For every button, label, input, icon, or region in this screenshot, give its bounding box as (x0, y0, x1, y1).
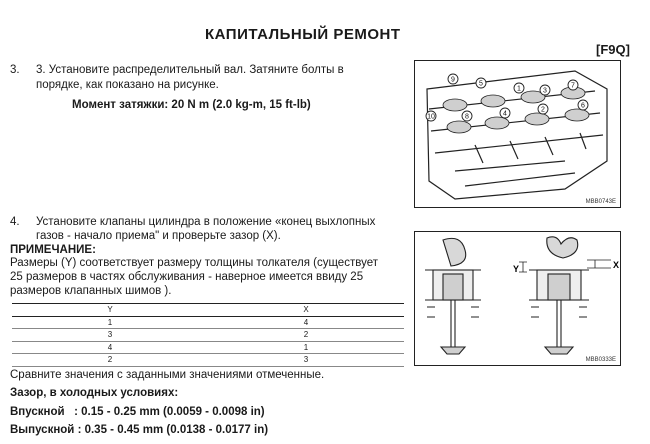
table-cell: 1 (303, 342, 309, 352)
bolt-number: 5 (479, 80, 483, 88)
table-row (12, 316, 404, 329)
bolt-number: 1 (517, 85, 521, 93)
dimension-x-label: X (613, 260, 620, 270)
clearance-heading: Зазор, в холодных условиях: (10, 387, 179, 399)
table-row (12, 329, 404, 342)
bolt-number: 3 (543, 87, 547, 95)
page-title: КАПИТАЛЬНЫЙ РЕМОНТ (205, 26, 401, 43)
table-cell: 2 (303, 330, 309, 340)
table-cell: 4 (303, 317, 309, 327)
torque-spec: Момент затяжки: 20 N m (2.0 kg-m, 15 ft-lb) (72, 99, 311, 111)
note-line-2: 25 размеров в частях обслуживания - наверное имеется ввиду 25 (10, 271, 364, 283)
table-row (12, 354, 404, 367)
step-3-line-2: порядке, как показано на рисунке. (36, 79, 219, 91)
table-cell: 1 (107, 317, 113, 327)
bolt-number: 10 (427, 113, 435, 121)
valve-clearance-drawing (415, 232, 620, 365)
column-header-x: X (303, 305, 309, 315)
bolt-number: 7 (571, 82, 575, 90)
bolt-number: 9 (451, 76, 455, 84)
cylinder-head-drawing (415, 61, 620, 207)
bolt-number: 2 (541, 106, 545, 114)
table-cell: 2 (107, 355, 113, 365)
bolt-number: 4 (503, 110, 507, 118)
cylinder-head-figure (414, 60, 621, 208)
table-header-row (12, 304, 404, 317)
compare-instruction: Сравните значения с заданными значениями отмеченные. (10, 369, 325, 381)
figure-2-id: MBB0333E (585, 357, 616, 363)
step-4-line-2: газов - начало приема" и проверьте зазор (X). (36, 230, 281, 242)
table-row (12, 341, 404, 354)
bolt-number: 6 (581, 102, 585, 110)
engine-code: [F9Q] (596, 42, 630, 57)
table-cell: 3 (107, 330, 113, 340)
note-line-1: Размеры (Y) соответствует размеру толщины толкателя (существует (10, 257, 378, 269)
valve-clearance-figure (414, 231, 621, 366)
shim-clearance-table (12, 303, 404, 367)
note-line-3: размеров клапанных шимов ). (10, 285, 172, 297)
step-4-number: 4. (10, 216, 20, 228)
column-header-y: Y (107, 305, 113, 315)
table-cell: 4 (107, 342, 113, 352)
bolt-number: 8 (465, 113, 469, 121)
figure-1-id: MBB0743E (585, 199, 616, 205)
note-heading: ПРИМЕЧАНИЕ: (10, 244, 96, 256)
table-cell: 3 (303, 355, 309, 365)
step-4-line-1: Установите клапаны цилиндра в положение «конец выхлопных (36, 216, 376, 228)
step-3-line-1: 3. Установите распределительный вал. Затяните болты в (36, 64, 344, 76)
dimension-y-label: Y (513, 264, 520, 274)
intake-clearance: Впускной : 0.15 - 0.25 mm (0.0059 - 0.0098 in) (10, 406, 265, 418)
step-3-number: 3. (10, 64, 20, 76)
exhaust-clearance: Выпускной : 0.35 - 0.45 mm (0.0138 - 0.0177 in) (10, 424, 269, 436)
